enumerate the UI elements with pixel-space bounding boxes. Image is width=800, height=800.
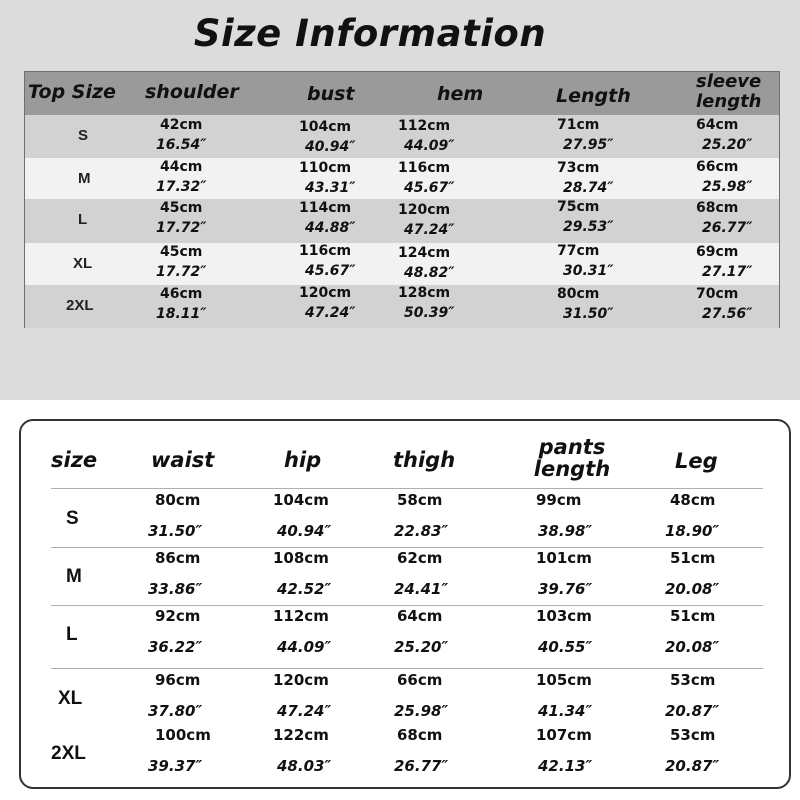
cell-inch: 39.37″ [148,757,203,775]
cell-cm: 116cm [398,160,451,176]
cell-inch: 27.17″ [702,264,753,280]
table-row [25,199,779,243]
cell-inch: 48.03″ [277,757,332,775]
cell-cm: 110cm [299,160,352,176]
cell-inch: 39.76″ [538,580,593,598]
cell-inch: 31.50″ [148,522,203,540]
cell-cm: 62cm [397,549,443,567]
top-size-table [24,71,780,328]
cell-inch: 27.56″ [702,306,753,322]
cell-inch: 30.31″ [563,263,614,279]
cell-cm: 69cm [696,244,739,260]
cell-cm: 104cm [273,491,329,509]
cell-inch: 28.74″ [563,180,614,196]
cell-cm: 128cm [398,285,451,301]
cell-cm: 124cm [398,245,451,261]
cell-inch: 26.77″ [394,757,449,775]
row-divider [51,668,763,669]
size-label: XL [73,255,93,272]
cell-inch: 44.09″ [277,638,332,656]
cell-inch: 42.52″ [277,580,332,598]
cell-inch: 20.08″ [665,638,720,656]
cell-cm: 96cm [155,671,201,689]
cell-inch: 40.94″ [277,522,332,540]
row-divider [51,547,763,548]
cell-cm: 107cm [536,726,592,744]
cell-cm: 46cm [160,286,203,302]
cell-cm: 48cm [670,491,716,509]
table-row [25,285,779,328]
cell-inch: 43.31″ [305,180,356,196]
cell-cm: 64cm [397,607,443,625]
cell-inch: 17.72″ [156,264,207,280]
cell-cm: 120cm [398,202,451,218]
size-label: L [66,624,78,645]
cell-cm: 68cm [397,726,443,744]
cell-cm: 120cm [273,671,329,689]
cell-cm: 112cm [273,607,329,625]
cell-inch: 25.20″ [702,137,753,153]
header-length: Length [556,85,631,107]
cell-inch: 25.98″ [702,179,753,195]
cell-inch: 47.24″ [277,702,332,720]
size-label: S [66,508,79,529]
cell-inch: 50.39″ [404,305,455,321]
table-row [25,243,779,285]
size-label: M [66,566,82,587]
cell-cm: 75cm [557,199,600,215]
cell-cm: 45cm [160,200,203,216]
cell-inch: 45.67″ [305,263,356,279]
cell-cm: 99cm [536,491,582,509]
cell-inch: 38.98″ [538,522,593,540]
cell-inch: 47.24″ [305,305,356,321]
cell-cm: 42cm [160,117,203,133]
bottom-header-size: size [51,448,98,472]
cell-cm: 73cm [557,160,600,176]
header-shoulder: shoulder [145,81,239,103]
cell-cm: 51cm [670,549,716,567]
header-top-size: Top Size [28,81,116,103]
cell-inch: 40.94″ [305,139,356,155]
cell-inch: 47.24″ [404,222,455,238]
cell-cm: 105cm [536,671,592,689]
row-divider [51,605,763,606]
cell-inch: 45.67″ [404,180,455,196]
row-divider [51,488,763,489]
cell-cm: 80cm [557,286,600,302]
cell-inch: 27.95″ [563,137,614,153]
bottom-header-hip: hip [284,448,322,472]
size-label: XL [58,688,83,709]
cell-cm: 68cm [696,200,739,216]
cell-cm: 66cm [397,671,443,689]
cell-inch: 24.41″ [394,580,449,598]
cell-cm: 92cm [155,607,201,625]
cell-cm: 122cm [273,726,329,744]
table-row [25,115,779,157]
cell-cm: 64cm [696,117,739,133]
cell-cm: 44cm [160,159,203,175]
cell-inch: 36.22″ [148,638,203,656]
cell-cm: 108cm [273,549,329,567]
cell-inch: 26.77″ [702,220,753,236]
header-bust: bust [307,83,355,105]
cell-cm: 112cm [398,118,451,134]
bottom-size-panel [19,419,791,789]
size-label: M [78,170,91,187]
cell-cm: 71cm [557,117,600,133]
page-title: Size Information [193,12,547,55]
cell-inch: 44.09″ [404,138,455,154]
cell-inch: 17.32″ [156,179,207,195]
top-table-header [25,72,779,115]
cell-cm: 114cm [299,200,352,216]
bottom-header-pants-length: pants length [533,435,611,481]
cell-inch: 20.08″ [665,580,720,598]
cell-inch: 29.53″ [563,219,614,235]
cell-inch: 33.86″ [148,580,203,598]
size-label: 2XL [66,297,94,314]
cell-cm: 116cm [299,243,352,259]
size-label: L [78,211,88,228]
cell-cm: 53cm [670,726,716,744]
cell-inch: 48.82″ [404,265,455,281]
cell-inch: 22.83″ [394,522,449,540]
size-label: 2XL [51,743,86,764]
cell-inch: 18.11″ [156,306,207,322]
cell-inch: 25.20″ [394,638,449,656]
cell-inch: 20.87″ [665,757,720,775]
cell-inch: 44.88″ [305,220,356,236]
cell-cm: 51cm [670,607,716,625]
header-hem: hem [437,83,484,105]
cell-cm: 101cm [536,549,592,567]
cell-inch: 17.72″ [156,220,207,236]
cell-cm: 53cm [670,671,716,689]
size-label: S [78,127,89,144]
cell-cm: 120cm [299,285,352,301]
cell-cm: 104cm [299,119,352,135]
cell-inch: 16.54″ [156,137,207,153]
cell-cm: 66cm [696,159,739,175]
cell-cm: 80cm [155,491,201,509]
cell-cm: 77cm [557,243,600,259]
cell-cm: 100cm [155,726,211,744]
cell-inch: 41.34″ [538,702,593,720]
bottom-header-leg: Leg [675,449,718,473]
cell-inch: 37.80″ [148,702,203,720]
bottom-header-waist: waist [151,448,215,472]
cell-inch: 40.55″ [538,638,593,656]
cell-cm: 86cm [155,549,201,567]
cell-cm: 70cm [696,286,739,302]
cell-inch: 18.90″ [665,522,720,540]
header-sleeve-length: sleeve length [696,71,762,112]
table-row [25,158,779,199]
cell-inch: 20.87″ [665,702,720,720]
cell-cm: 58cm [397,491,443,509]
cell-cm: 45cm [160,244,203,260]
cell-inch: 31.50″ [563,306,614,322]
cell-cm: 103cm [536,607,592,625]
cell-inch: 42.13″ [538,757,593,775]
cell-inch: 25.98″ [394,702,449,720]
bottom-header-thigh: thigh [393,448,456,472]
